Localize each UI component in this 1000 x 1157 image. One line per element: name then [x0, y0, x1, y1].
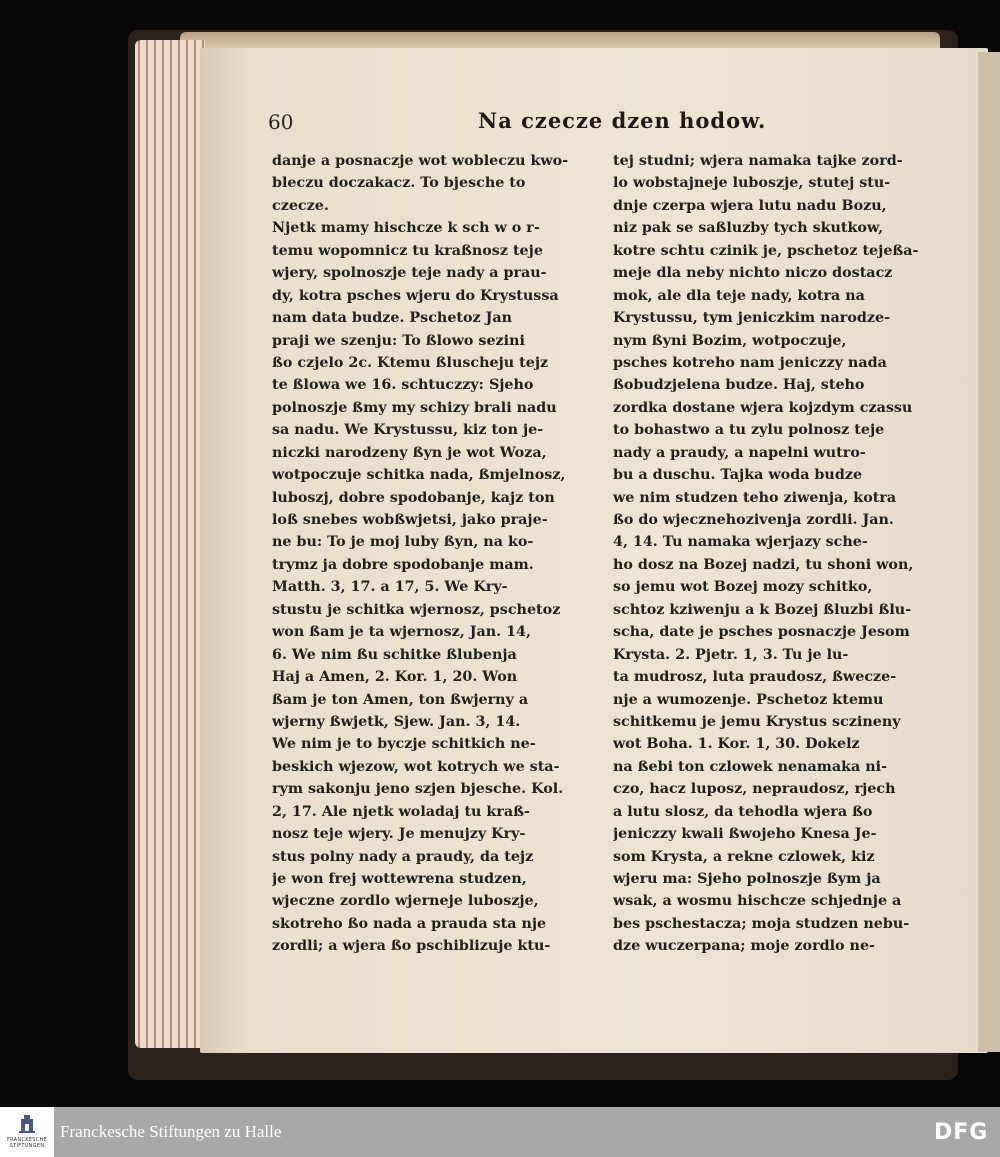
text-line: je won frej wottewrena studzen, [272, 871, 527, 887]
text-column-left [272, 150, 602, 958]
text-line: nosz teje wjery. Je menujzy Kry- [272, 826, 526, 843]
text-line: na ßebi ton czlowek nenamaka ni- [613, 758, 888, 775]
text-line: a lutu slosz, da tehodla wjera ßo [613, 803, 873, 820]
text-line: 6. We nim ßu schitke ßlubenja [272, 646, 517, 663]
text-line: so jemu wot Bozej mozy schitko, [613, 579, 873, 596]
text-line: niczki narodzeny ßyn je wot Woza, [272, 444, 547, 461]
text-line: czecze. [272, 197, 329, 214]
text-line: dy, kotra psches wjeru do Krystussa [272, 287, 559, 304]
text-line: scha, date je psches posnaczje Jesom [613, 624, 910, 641]
text-line: Njetk mamy hischcze k sch w o r- [272, 220, 540, 237]
text-line: praji we szenju: To ßlowo sezini [272, 332, 525, 349]
logo-icon [18, 1113, 36, 1135]
text-line: tej studni; wjera namaka tajke zord- [613, 153, 903, 169]
text-line: nady a praudy, a napelni wutro- [613, 444, 866, 461]
page-number: 60 [268, 110, 294, 134]
text-line: 4, 14. Tu namaka wjerjazy sche- [613, 534, 868, 551]
text-line: wjerny ßwjetk, Sjew. Jan. 3, 14. [272, 713, 521, 730]
text-line: schitkemu je jemu Krystus sczineny [613, 713, 901, 730]
text-line: wotpoczuje schitka nada, ßmjelnosz, [272, 467, 566, 484]
text-line: som Krysta, a rekne czlowek, kiz [613, 848, 875, 865]
text-line: ßo czjelo 2c. Ktemu ßluscheju tejz [272, 354, 549, 371]
text-line: danje a posnaczje wot wobleczu kwo- [272, 153, 569, 169]
text-line: te ßlowa we 16. schtuczzy: Sjeho [272, 377, 534, 394]
text-line: ßobudzjelena budze. Haj, steho [613, 377, 865, 394]
text-line: bleczu doczakacz. To bjesche to [272, 175, 526, 192]
text-line: meje dla neby nichto niczo dostacz [613, 265, 893, 282]
text-line: ßo do wjecznehozivenja zordli. Jan. [613, 512, 894, 528]
running-title: Na czecze dzen hodow. [478, 108, 767, 133]
text-line: niz pak se saßluzby tych skutkow, [613, 220, 884, 237]
text-line: polnoszje ßmy my schizy brali nadu [272, 399, 557, 416]
text-line: dze wuczerpana; moje zordlo ne- [613, 938, 875, 955]
footer-bar [0, 1107, 1000, 1157]
text-line: dnje czerpa wjera lutu nadu Bozu, [613, 197, 887, 214]
institution-logo[interactable] [0, 1107, 54, 1157]
text-line: skotreho ßo nada a prauda sta nje [272, 915, 547, 932]
text-line: nje a wumozenje. Pschetoz ktemu [613, 691, 884, 708]
text-line: loß snebes wobßwjetsi, jako praje- [272, 512, 548, 528]
text-line: Krysta. 2. Pjetr. 1, 3. Tu je lu- [613, 646, 849, 663]
text-column-right [613, 150, 943, 958]
dfg-logo[interactable]: DFG [934, 1120, 989, 1145]
text-line: wjery, spolnoszje teje nady a prau- [272, 265, 547, 282]
text-line: We nim je to byczje schitkich ne- [272, 736, 536, 753]
text-line: 2, 17. Ale njetk woladaj tu kraß- [272, 803, 530, 820]
text-line: Krystussu, tym jeniczkim narodze- [613, 310, 891, 327]
text-line: stustu je schitka wjernosz, pschetoz [272, 601, 561, 618]
text-line: czo, hacz luposz, nepraudosz, rjech [613, 781, 896, 798]
book-right-edge [978, 52, 1000, 1052]
institution-name[interactable]: Franckesche Stiftungen zu Halle [60, 1122, 282, 1141]
text-line: psches kotreho nam jeniczzy nada [613, 354, 887, 371]
text-line: wot Boha. 1. Kor. 1, 30. Dokelz [613, 736, 860, 753]
text-line: temu wopomnicz tu kraßnosz teje [272, 242, 543, 259]
text-line: we nim studzen teho ziwenja, kotra [613, 489, 897, 506]
text-line: luboszj, dobre spodobanje, kajz ton [272, 489, 555, 506]
text-line: ßam je ton Amen, ton ßwjerny a [272, 691, 529, 708]
text-line: bu a duschu. Tajka woda budze [613, 467, 863, 484]
text-line: Haj a Amen, 2. Kor. 1, 20. Won [272, 669, 518, 686]
text-line: ta mudrosz, luta praudosz, ßwecze- [613, 669, 897, 686]
text-line: zordka dostane wjera kojzdym czassu [613, 399, 913, 416]
text-line: beskich wjezow, wot kotrych we sta- [272, 758, 560, 775]
text-line: bes pschestacza; moja studzen nebu- [613, 915, 910, 932]
text-line: jeniczzy kwali ßwojeho Knesa Je- [613, 826, 877, 843]
page-edges [135, 40, 205, 1048]
text-line: Matth. 3, 17. a 17, 5. We Kry- [272, 579, 508, 596]
text-line: lo wobstajneje luboszje, stutej stu- [613, 175, 891, 192]
text-line: to bohastwo a tu zylu polnosz teje [613, 422, 885, 439]
text-line: won ßam je ta wjernosz, Jan. 14, [272, 624, 531, 641]
text-line: nym ßyni Bozim, wotpoczuje, [613, 332, 847, 349]
text-line: trymz ja dobre spodobanje mam. [272, 556, 534, 573]
text-line: nam data budze. Pschetoz Jan [272, 310, 513, 327]
text-line: sa nadu. We Krystussu, kiz ton je- [272, 422, 544, 439]
text-line: kotre schtu czinik je, pschetoz tejeßa- [613, 242, 919, 259]
logo-text: FRANCKESCHE STIFTUNGEN [6, 1137, 48, 1149]
text-line: ho dosz na Bozej nadzi, tu shoni won, [613, 556, 914, 573]
page-header [268, 108, 948, 138]
text-line: ne bu: To je moj luby ßyn, na ko- [272, 534, 534, 551]
text-line: wjeczne zordlo wjerneje luboszje, [272, 893, 539, 910]
text-line: wsak, a wosmu hischcze schjednje a [613, 893, 902, 910]
text-line: wjeru ma: Sjeho polnoszje ßym ja [613, 871, 881, 887]
text-line: zordli; a wjera ßo pschiblizuje ktu- [272, 938, 551, 955]
text-line: mok, ale dla teje nady, kotra na [613, 287, 865, 304]
text-line: rym sakonju jeno szjen bjesche. Kol. [272, 781, 564, 798]
text-line: stus polny nady a praudy, da tejz [272, 848, 534, 865]
text-line: schtoz kziwenju a k Bozej ßluzbi ßlu- [613, 601, 912, 618]
